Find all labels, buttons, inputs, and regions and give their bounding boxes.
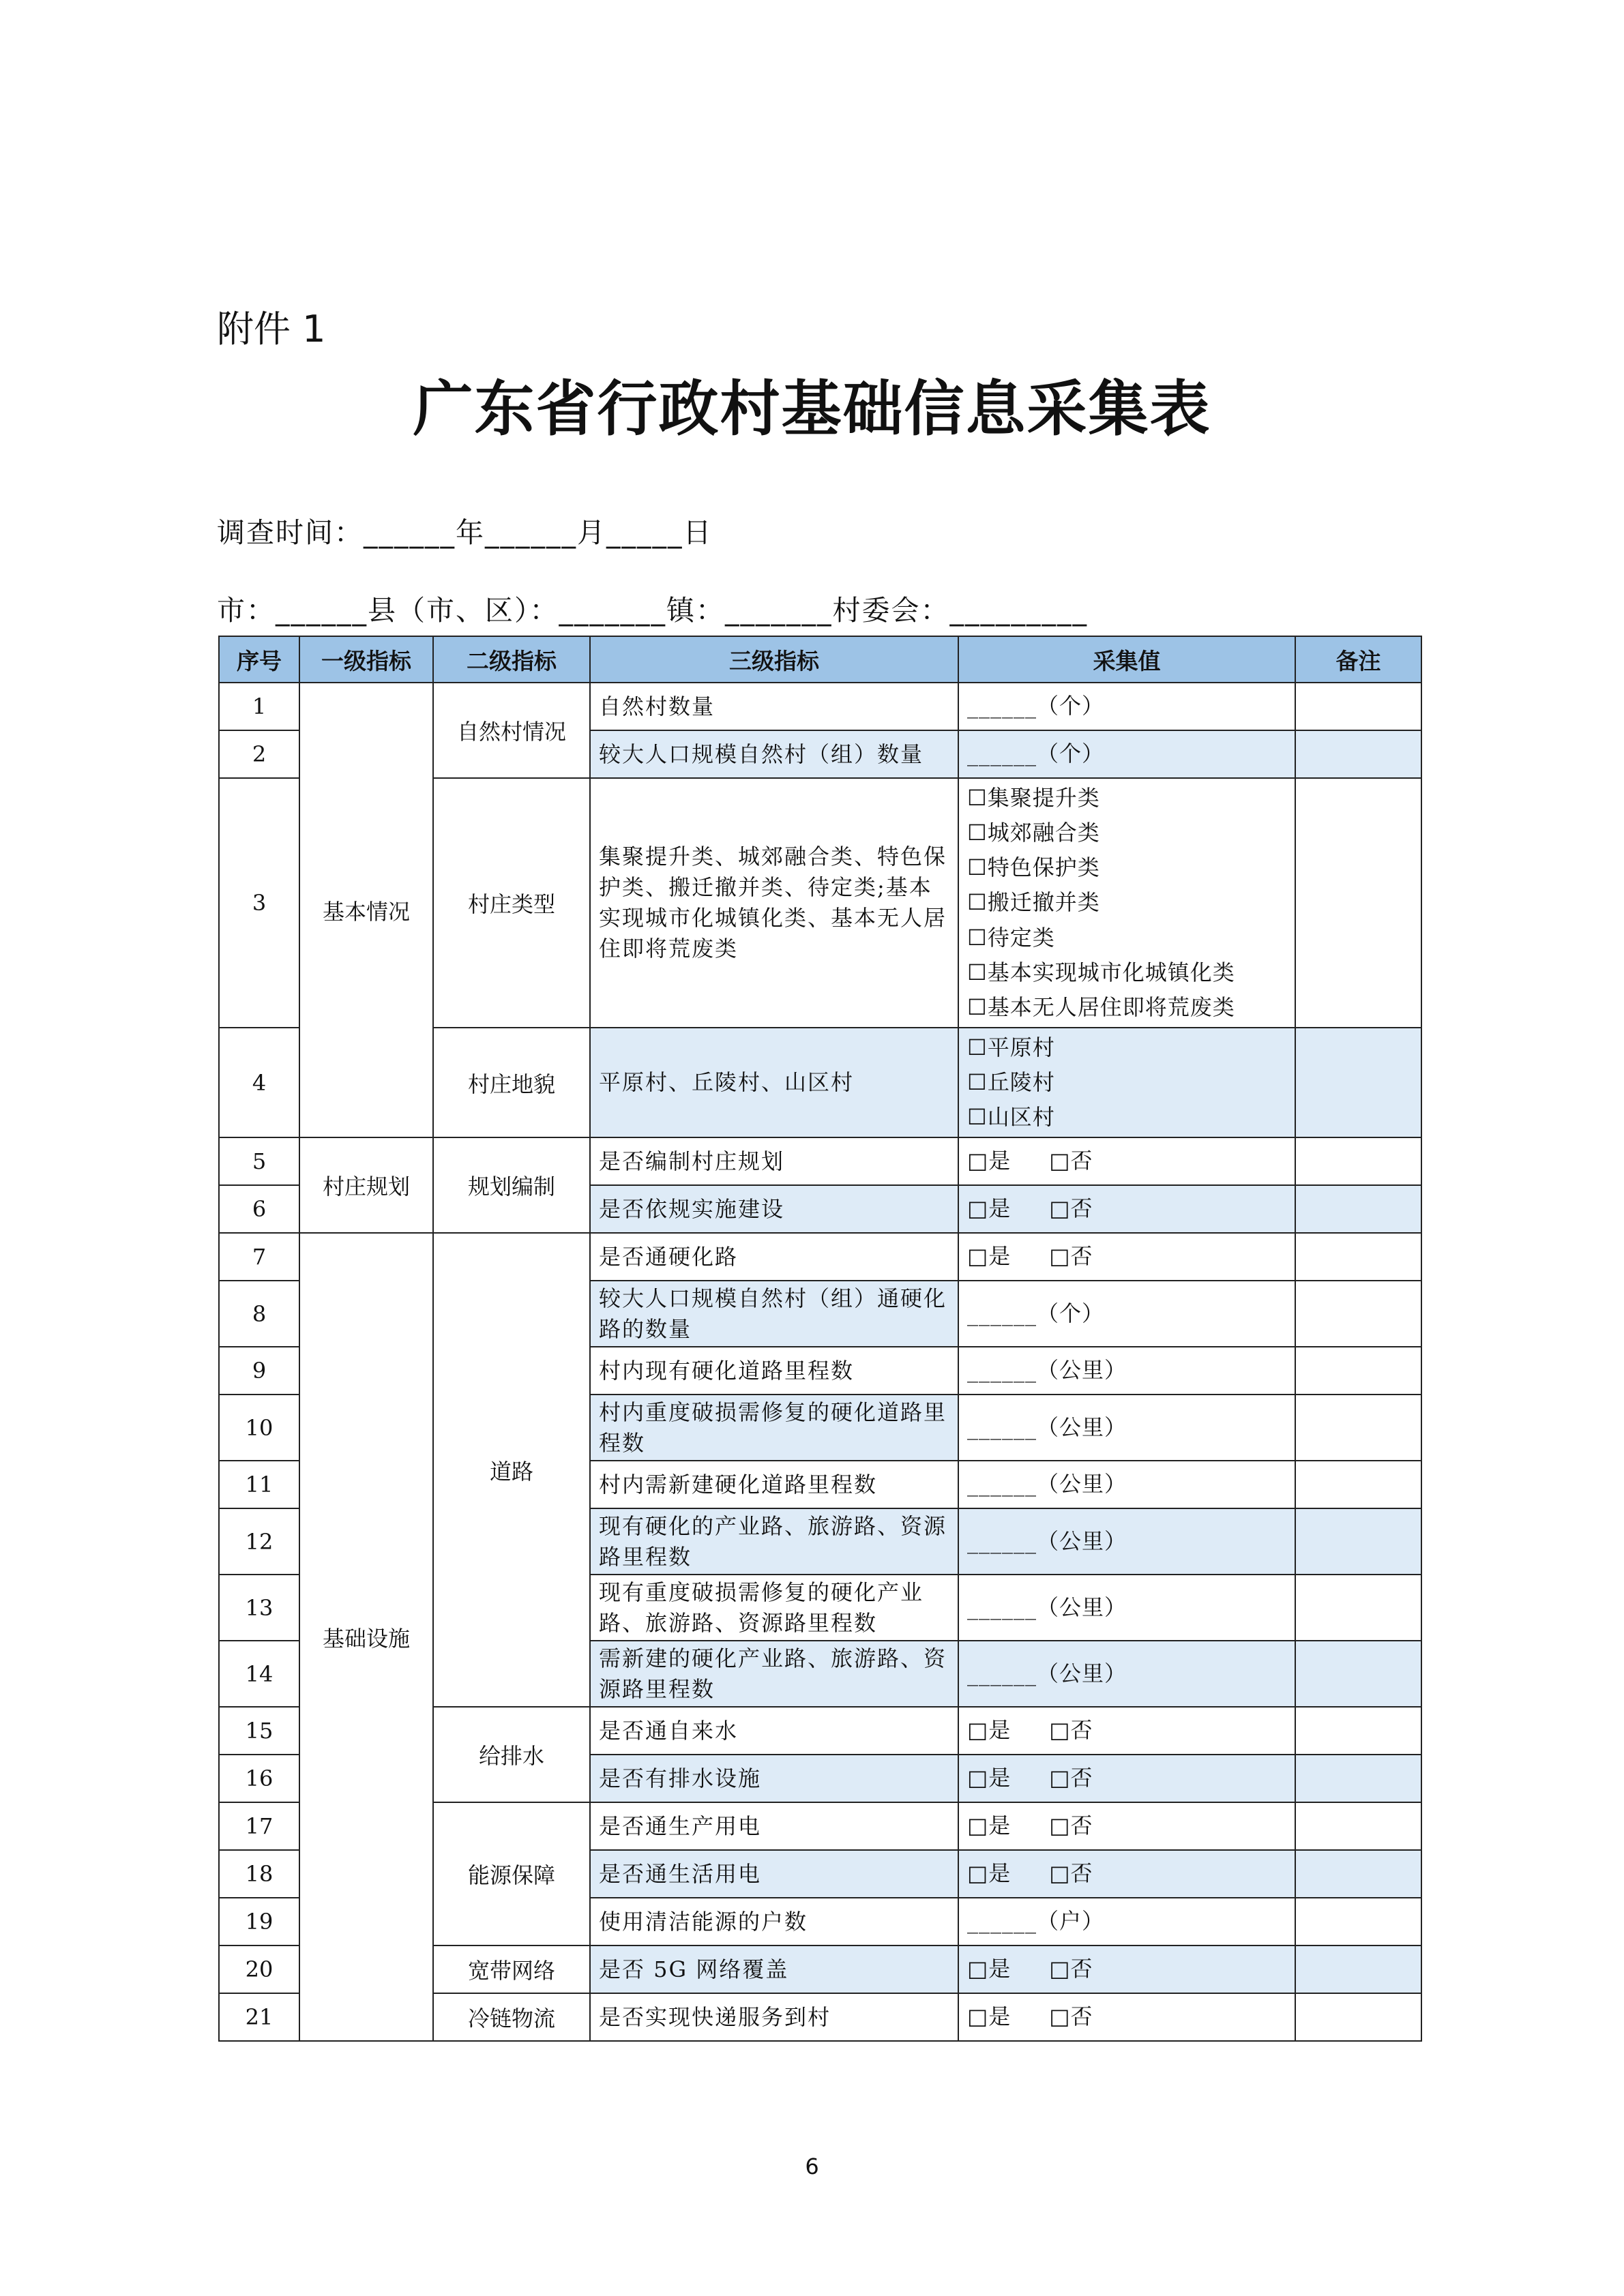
row-number: 12	[219, 1508, 299, 1575]
yes-checkbox[interactable]: □是	[967, 1765, 1012, 1791]
level2-energy: 能源保障	[433, 1802, 590, 1945]
level3-cell: 是否通自来水	[590, 1707, 958, 1755]
value-yes-no	[958, 1802, 1295, 1850]
option-checkbox[interactable]: ☐山区村	[967, 1104, 1055, 1131]
row-number: 8	[219, 1281, 299, 1347]
level3-cell: 现有硬化的产业路、旅游路、资源路里程数	[590, 1508, 958, 1575]
note-cell[interactable]	[1295, 1898, 1421, 1945]
level3-cell: 自然村数量	[590, 683, 958, 730]
yes-checkbox[interactable]: □是	[967, 2003, 1012, 2030]
table-header-row	[219, 636, 1421, 683]
no-checkbox[interactable]: □否	[1049, 1860, 1093, 1887]
row-number: 20	[219, 1945, 299, 1993]
row-number: 10	[219, 1395, 299, 1461]
level3-cell: 集聚提升类、城郊融合类、特色保护类、搬迁撤并类、待定类;基本实现城市化城镇化类、基本无人居住即将荒废类	[590, 778, 958, 1028]
note-cell[interactable]	[1295, 1707, 1421, 1755]
yes-checkbox[interactable]: □是	[967, 1195, 1012, 1222]
page-title: 广东省行政村基础信息采集表	[413, 374, 1211, 444]
value-yes-no	[958, 1945, 1295, 1993]
level2-natural-village: 自然村情况	[433, 683, 590, 778]
row-number: 1	[219, 683, 299, 730]
note-cell[interactable]	[1295, 1185, 1421, 1233]
level2-water: 给排水	[433, 1707, 590, 1802]
level1-infrastructure: 基础设施	[299, 1233, 433, 2041]
level3-cell: 是否通硬化路	[590, 1233, 958, 1281]
note-cell[interactable]	[1295, 1281, 1421, 1347]
header-note: 备注	[1295, 636, 1421, 683]
row-number: 4	[219, 1028, 299, 1137]
row-number: 2	[219, 730, 299, 778]
level3-cell: 使用清洁能源的户数	[590, 1898, 958, 1945]
row-number: 15	[219, 1707, 299, 1755]
option-checkbox[interactable]: ☐特色保护类	[967, 854, 1100, 881]
level2-village-type: 村庄类型	[433, 778, 590, 1028]
level3-cell: 需新建的硬化产业路、旅游路、资源路里程数	[590, 1641, 958, 1707]
level3-cell: 是否通生产用电	[590, 1802, 958, 1850]
note-cell[interactable]	[1295, 683, 1421, 730]
row-number: 3	[219, 778, 299, 1028]
row-number: 11	[219, 1461, 299, 1508]
row-number: 21	[219, 1993, 299, 2041]
value-cell[interactable]: ______（公里）	[958, 1461, 1295, 1508]
option-checkbox[interactable]: ☐城郊融合类	[967, 820, 1100, 846]
no-checkbox[interactable]: □否	[1049, 1765, 1093, 1791]
header-value: 采集值	[958, 636, 1295, 683]
level3-cell: 现有重度破损需修复的硬化产业路、旅游路、资源路里程数	[590, 1575, 958, 1641]
row-number: 7	[219, 1233, 299, 1281]
no-checkbox[interactable]: □否	[1049, 2003, 1093, 2030]
survey-time-line: 调查时间：______年______月_____日	[217, 516, 713, 549]
level3-cell: 是否 5G 网络覆盖	[590, 1945, 958, 1993]
value-cell[interactable]: ______（个）	[958, 683, 1295, 730]
value-cell[interactable]: ______（公里）	[958, 1508, 1295, 1575]
value-cell[interactable]: ______（公里）	[958, 1575, 1295, 1641]
option-checkbox[interactable]: ☐搬迁撤并类	[967, 889, 1100, 916]
value-cell[interactable]: ______（个）	[958, 1281, 1295, 1347]
header-seq: 序号	[219, 636, 299, 683]
row-number: 13	[219, 1575, 299, 1641]
value-yes-no	[958, 1850, 1295, 1898]
value-yes-no	[958, 1707, 1295, 1755]
no-checkbox[interactable]: □否	[1049, 1243, 1093, 1270]
level2-cold-chain: 冷链物流	[433, 1993, 590, 2041]
header-level3: 三级指标	[590, 636, 958, 683]
note-cell[interactable]	[1295, 1993, 1421, 2041]
value-cell[interactable]: ______（公里）	[958, 1641, 1295, 1707]
yes-checkbox[interactable]: □是	[967, 1243, 1012, 1270]
note-cell[interactable]	[1295, 1233, 1421, 1281]
level2-road: 道路	[433, 1233, 590, 1707]
note-cell[interactable]	[1295, 1945, 1421, 1993]
table-row	[219, 683, 1421, 730]
yes-checkbox[interactable]: □是	[967, 1148, 1012, 1174]
no-checkbox[interactable]: □否	[1049, 1813, 1093, 1839]
level3-cell: 村内现有硬化道路里程数	[590, 1347, 958, 1395]
option-checkbox[interactable]: ☐集聚提升类	[967, 784, 1100, 811]
value-yes-no	[958, 1185, 1295, 1233]
row-number: 9	[219, 1347, 299, 1395]
value-cell[interactable]: ______（户）	[958, 1898, 1295, 1945]
value-cell[interactable]: ______（公里）	[958, 1395, 1295, 1461]
note-cell[interactable]	[1295, 778, 1421, 1028]
level3-cell: 是否有排水设施	[590, 1755, 958, 1802]
table-row	[219, 1137, 1421, 1185]
yes-checkbox[interactable]: □是	[967, 1813, 1012, 1839]
row-number: 18	[219, 1850, 299, 1898]
row-number: 5	[219, 1137, 299, 1185]
value-yes-no	[958, 1993, 1295, 2041]
no-checkbox[interactable]: □否	[1049, 1717, 1093, 1744]
value-options	[958, 778, 1295, 1028]
level1-basic: 基本情况	[299, 683, 433, 1137]
note-cell[interactable]	[1295, 1802, 1421, 1850]
header-level1: 一级指标	[299, 636, 433, 683]
note-cell[interactable]	[1295, 1347, 1421, 1395]
option-checkbox[interactable]: ☐基本实现城市化城镇化类	[967, 959, 1235, 985]
note-cell[interactable]	[1295, 1137, 1421, 1185]
note-cell[interactable]	[1295, 1395, 1421, 1461]
attachment-label: 附件 1	[217, 308, 326, 351]
no-checkbox[interactable]: □否	[1049, 1148, 1093, 1174]
option-checkbox[interactable]: ☐待定类	[967, 924, 1055, 951]
row-number: 16	[219, 1755, 299, 1802]
note-cell[interactable]	[1295, 1755, 1421, 1802]
yes-checkbox[interactable]: □是	[967, 1717, 1012, 1744]
level3-cell: 较大人口规模自然村（组）数量	[590, 730, 958, 778]
level3-cell: 是否通生活用电	[590, 1850, 958, 1898]
option-checkbox[interactable]: ☐基本无人居住即将荒废类	[967, 994, 1235, 1020]
value-options	[958, 1028, 1295, 1137]
level3-cell: 是否依规实施建设	[590, 1185, 958, 1233]
value-yes-no	[958, 1233, 1295, 1281]
note-cell[interactable]	[1295, 1028, 1421, 1137]
no-checkbox[interactable]: □否	[1049, 1195, 1093, 1222]
level3-cell: 村内重度破损需修复的硬化道路里程数	[590, 1395, 958, 1461]
level2-terrain: 村庄地貌	[433, 1028, 590, 1137]
option-checkbox[interactable]: ☐丘陵村	[967, 1069, 1055, 1095]
location-line: 市：______县（市、区）：_______镇：_______村委会：_________	[217, 594, 1088, 627]
value-cell[interactable]: ______（公里）	[958, 1347, 1295, 1395]
row-number: 17	[219, 1802, 299, 1850]
option-checkbox[interactable]: ☐平原村	[967, 1034, 1055, 1060]
row-number: 19	[219, 1898, 299, 1945]
level3-cell: 村内需新建硬化道路里程数	[590, 1461, 958, 1508]
yes-checkbox[interactable]: □是	[967, 1956, 1012, 1982]
level3-cell: 是否编制村庄规划	[590, 1137, 958, 1185]
note-cell[interactable]	[1295, 730, 1421, 778]
row-number: 6	[219, 1185, 299, 1233]
note-cell[interactable]	[1295, 1641, 1421, 1707]
level3-cell: 是否实现快递服务到村	[590, 1993, 958, 2041]
row-number: 14	[219, 1641, 299, 1707]
note-cell[interactable]	[1295, 1575, 1421, 1641]
level3-cell: 较大人口规模自然村（组）通硬化路的数量	[590, 1281, 958, 1347]
no-checkbox[interactable]: □否	[1049, 1956, 1093, 1982]
value-yes-no	[958, 1755, 1295, 1802]
yes-checkbox[interactable]: □是	[967, 1860, 1012, 1887]
note-cell[interactable]	[1295, 1850, 1421, 1898]
page-number: 6	[805, 2153, 819, 2179]
level1-planning: 村庄规划	[299, 1137, 433, 1233]
level2-broadband: 宽带网络	[433, 1945, 590, 1993]
info-table	[218, 636, 1422, 2042]
level2-plan-compile: 规划编制	[433, 1137, 590, 1233]
table-row	[219, 1233, 1421, 1281]
note-cell[interactable]	[1295, 1461, 1421, 1508]
level3-cell: 平原村、丘陵村、山区村	[590, 1028, 958, 1137]
note-cell[interactable]	[1295, 1508, 1421, 1575]
value-yes-no	[958, 1137, 1295, 1185]
value-cell[interactable]: ______（个）	[958, 730, 1295, 778]
header-level2: 二级指标	[433, 636, 590, 683]
